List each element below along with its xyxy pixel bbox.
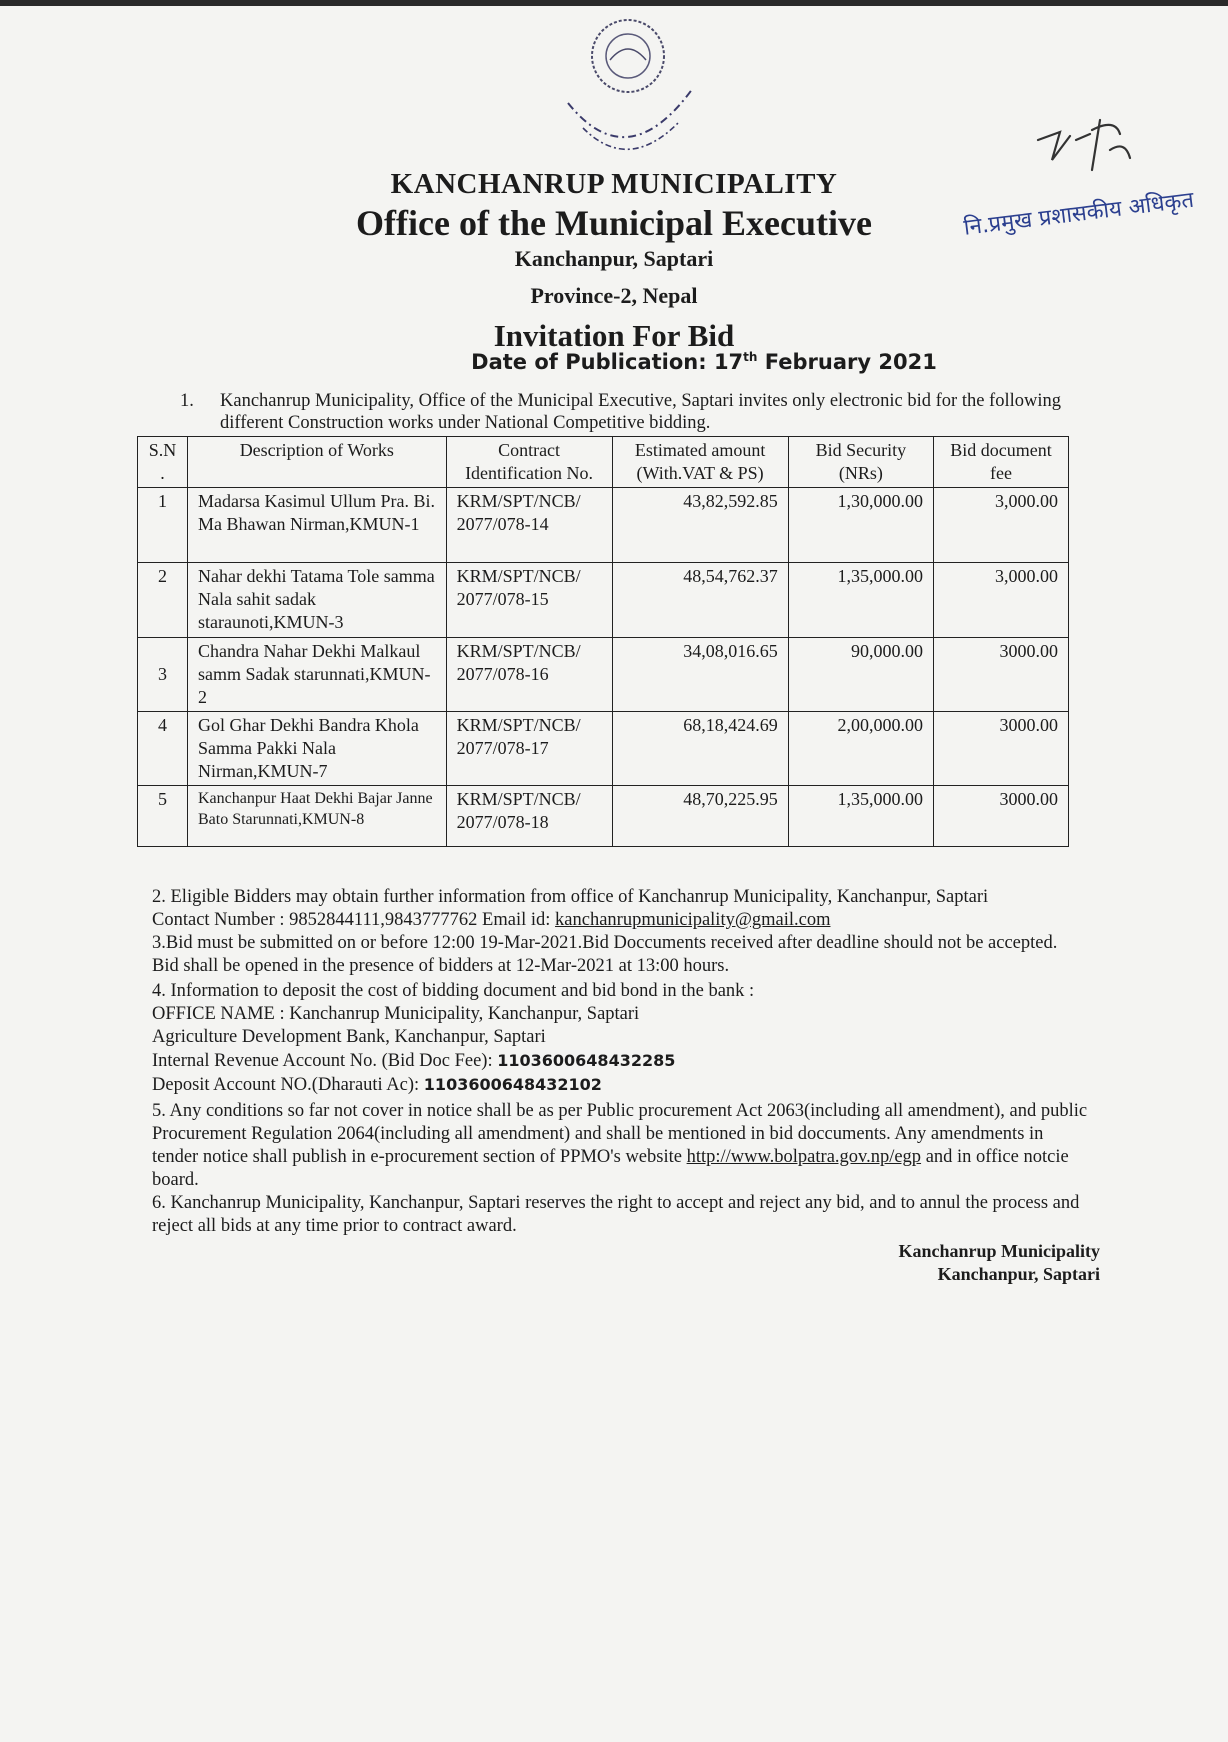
table-row: 5 Kanchanpur Haat Dekhi Bajar Janne Bato Starunnati,KMUN-8 KRM/SPT/NCB/ 2077/078-18 48,70,225.95 1,35,000.00 3000.00 — [138, 786, 1069, 847]
header-sn: S.N . — [138, 437, 188, 488]
municipal-seal-icon — [528, 8, 728, 188]
paragraph-6: 6. Kanchanrup Municipality, Kanchanpur, Saptari reserves the right to accept and reject any bid, and to annul the process and reject all bids at any time prior to contract award. — [152, 1193, 1080, 1236]
scan-edge — [0, 0, 1228, 6]
paragraph-5: 5. Any conditions so far not cover in notice shall be as per Public procurement Act 2063(including all amendment), and public Procurement Regulation 2064(including all amendment) and shall be mentioned in bid doccuments. Any amendments in tender notice shall publish in e-procurement section of PPMO's website http://www.bolpatra.gov.np/egp and in office notcie board. — [152, 1101, 1088, 1190]
ppmo-website-link[interactable]: http://www.bolpatra.gov.np/egp — [686, 1147, 922, 1167]
paragraph-4: 4. Information to deposit the cost of bidding document and bid bond in the bank : OFFICE NAME : Kanchanrup Municipality, Kanchanpur, Saptari Agriculture Development Bank, Kanchanpur, Saptari Internal Revenue Account No. (Bid Doc Fee): 1103600648432285 Deposit Account NO.(Dharauti Ac): 1103600648432102 — [152, 981, 755, 1095]
publication-date: Date of Publication: 17th February 2021 — [471, 350, 937, 374]
office-location: Kanchanpur, Saptari — [514, 246, 714, 271]
header-contract-id: Contract Identification No. — [446, 437, 612, 488]
header-description: Description of Works — [187, 437, 446, 488]
office-name: Office of the Municipal Executive — [356, 203, 872, 243]
paragraph-3: 3.Bid must be submitted on or before 12:00 19-Mar-2021.Bid Doccuments received after deadline should not be accepted. Bid shall be opened in the presence of bidders at 12-Mar-2021 at 13:00 hours. — [152, 933, 1058, 976]
intro-paragraph: 1. Kanchanrup Municipality, Office of the Municipal Executive, Saptari invites only electronic bid for the following different Construction works under National Competitive bidding. — [180, 391, 1062, 433]
officer-stamp: नि.प्रमुख प्रशासकीय अधिकृत — [962, 187, 1196, 241]
sign-off-block: Kanchanrup Municipality Kanchanpur, Saptari — [898, 1241, 1100, 1284]
notice-title: Invitation For Bid — [493, 318, 735, 353]
table-row: 4 Gol Ghar Dekhi Bandra Khola Samma Pakki Nala Nirman,KMUN-7 KRM/SPT/NCB/ 2077/078-17 68,18,424.69 2,00,000.00 3000.00 — [138, 712, 1069, 786]
header-estimated-amount: Estimated amount (With.VAT & PS) — [612, 437, 788, 488]
works-table — [137, 436, 1069, 847]
handwritten-signature-icon — [1030, 110, 1160, 190]
header-bid-security: Bid Security (NRs) — [788, 437, 933, 488]
table-header-row — [138, 437, 1069, 488]
revenue-account-number: 1103600648432285 — [497, 1051, 676, 1070]
email-link[interactable]: kanchanrupmunicipality@gmail.com — [555, 910, 831, 930]
table-row: 3 Chandra Nahar Dekhi Malkaul samm Sadak starunnati,KMUN-2 KRM/SPT/NCB/ 2077/078-16 34,08,016.65 90,000.00 3000.00 — [138, 638, 1069, 712]
table-row: 2 Nahar dekhi Tatama Tole samma Nala sahit sadak staraunoti,KMUN-3 KRM/SPT/NCB/ 2077/078-15 48,54,762.37 1,35,000.00 3,000.00 — [138, 563, 1069, 638]
table-row: 1 Madarsa Kasimul Ullum Pra. Bi. Ma Bhawan Nirman,KMUN-1 KRM/SPT/NCB/ 2077/078-14 43,82,592.85 1,30,000.00 3,000.00 — [138, 488, 1069, 563]
municipality-name: KANCHANRUP MUNICIPALITY — [390, 168, 838, 200]
deposit-account-number: 1103600648432102 — [423, 1075, 602, 1094]
paragraph-2: 2. Eligible Bidders may obtain further information from office of Kanchanrup Municipality, Kanchanpur, Saptari Contact Number : 9852844111,9843777762 Email id: kanchanrupmunicipality@gmail.com — [152, 887, 989, 930]
province-line: Province-2, Nepal — [530, 283, 698, 308]
header-bid-fee: Bid document fee — [933, 437, 1068, 488]
